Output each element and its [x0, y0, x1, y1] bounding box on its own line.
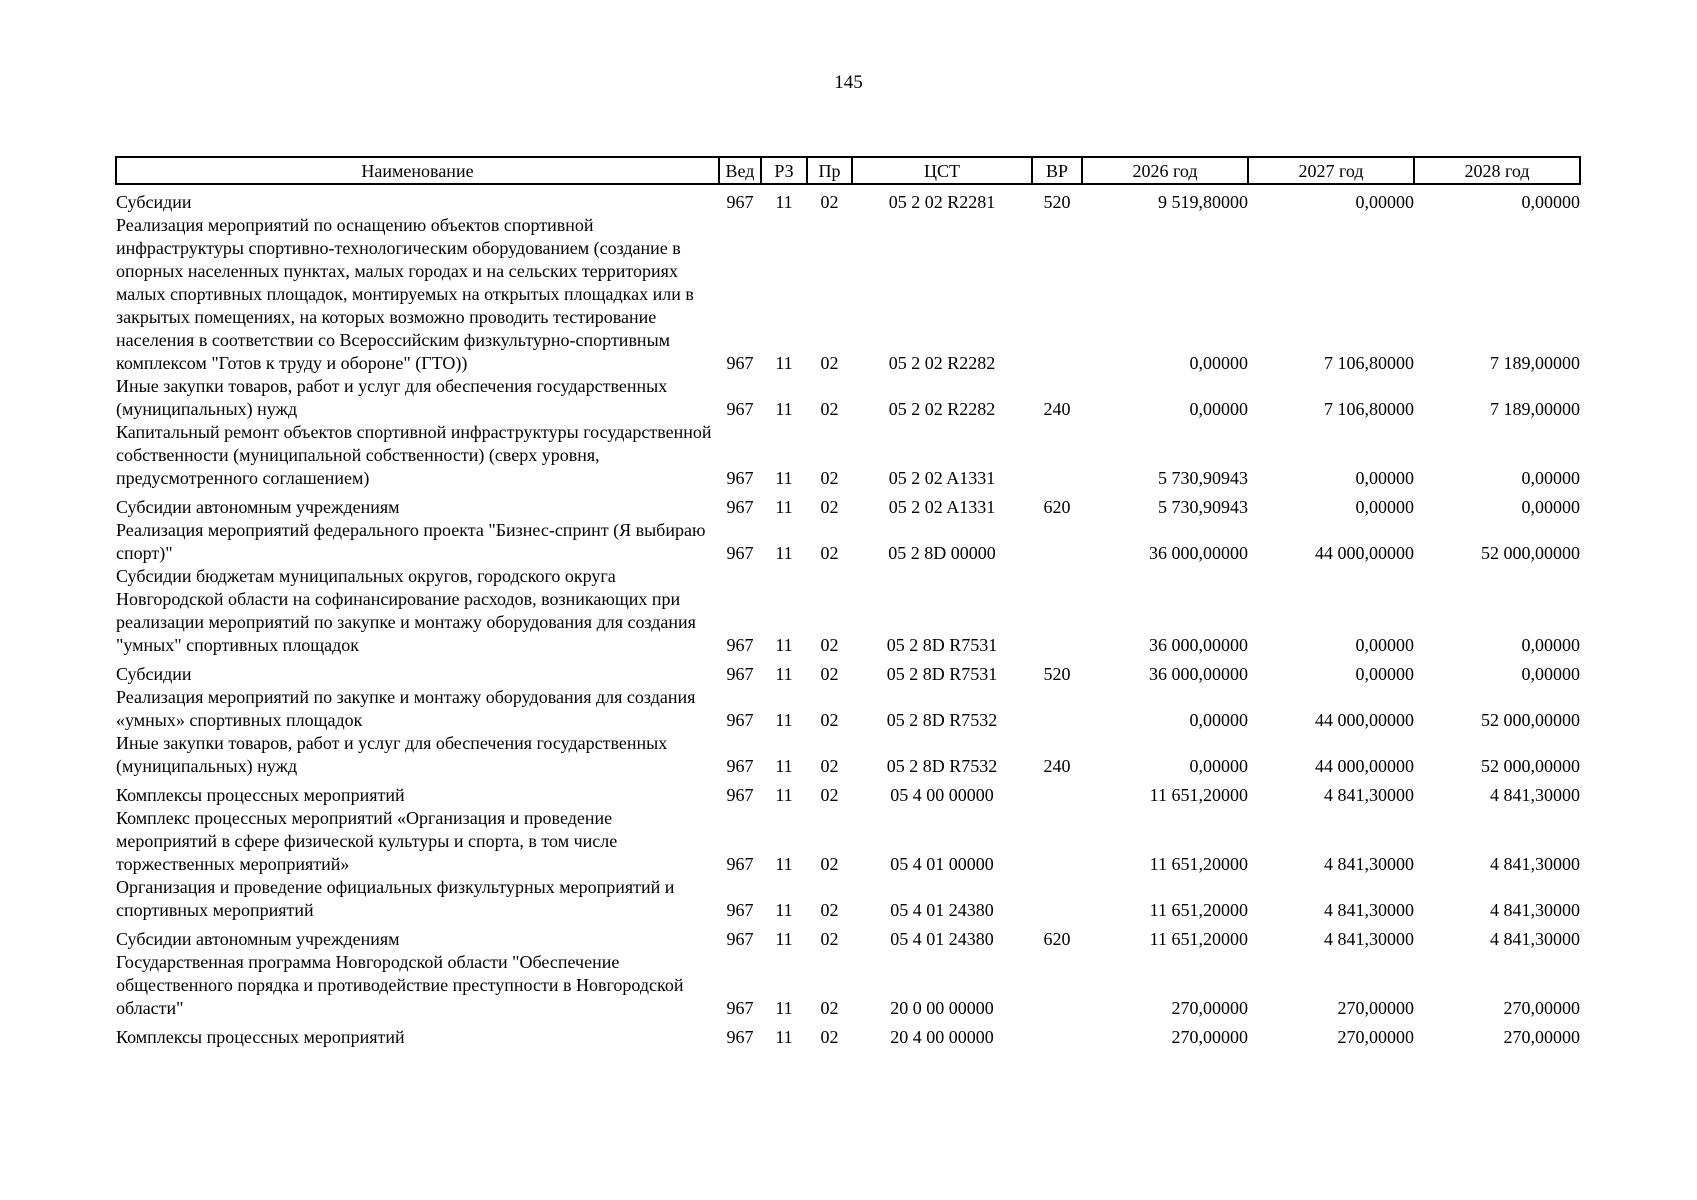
cell-vr: [1032, 951, 1082, 1020]
table-row: [116, 1020, 1580, 1049]
cell-pr: 02: [820, 635, 839, 655]
cell-ved: 967: [726, 497, 754, 517]
cell-2027: 44 000,00000: [1315, 710, 1414, 730]
cell-ved: 967: [726, 468, 754, 488]
cell-vr: [1032, 807, 1082, 876]
table-row: [116, 490, 1580, 519]
table-row: [116, 421, 1580, 490]
header-2026: 2026 год: [1082, 157, 1248, 184]
cell-name: Реализация мероприятий по закупке и монтажу оборудования для создания «умных» спортивных площадок: [116, 687, 696, 730]
cell-pr: 02: [820, 929, 839, 949]
cell-name: Субсидии автономным учреждениям: [116, 497, 400, 517]
cell-2027: 270,00000: [1337, 1027, 1414, 1047]
cell-2026: 9 519,80000: [1158, 192, 1248, 212]
cell-rz: 11: [775, 900, 793, 920]
cell-2027: 0,00000: [1355, 497, 1414, 517]
cell-ved: 967: [726, 543, 754, 563]
cell-vr: [1032, 519, 1082, 565]
page-number: 145: [834, 72, 863, 93]
table-row: [116, 922, 1580, 951]
cell-rz: 11: [775, 710, 793, 730]
cell-cst: 05 2 02 A1331: [888, 468, 996, 488]
cell-pr: 02: [820, 998, 839, 1018]
cell-ved: 967: [726, 399, 754, 419]
cell-ved: 967: [726, 635, 754, 655]
cell-vr: [1032, 565, 1082, 657]
cell-ved: 967: [726, 664, 754, 684]
cell-cst: 05 4 00 00000: [890, 785, 994, 805]
cell-ved: 967: [726, 192, 754, 212]
cell-pr: 02: [820, 854, 839, 874]
cell-ved: 967: [726, 998, 754, 1018]
cell-cst: 05 2 8D R7532: [886, 710, 998, 730]
cell-2028: 4 841,30000: [1490, 854, 1580, 874]
cell-cst: 05 4 01 24380: [890, 900, 994, 920]
header-pr: Пр: [807, 157, 852, 184]
table-row: [116, 657, 1580, 686]
cell-cst: 20 0 00 00000: [890, 998, 994, 1018]
cell-ved: 967: [726, 929, 754, 949]
cell-name: Иные закупки товаров, работ и услуг для обеспечения государственных (муниципальных) нужд: [116, 733, 668, 776]
cell-cst: 05 2 8D R7531: [886, 635, 998, 655]
cell-2026: 11 651,20000: [1149, 900, 1248, 920]
cell-2028: 7 189,00000: [1490, 399, 1580, 419]
cell-2026: 36 000,00000: [1149, 635, 1248, 655]
cell-2026: 0,00000: [1189, 756, 1248, 776]
table-row: [116, 732, 1580, 778]
cell-rz: 11: [775, 192, 793, 212]
cell-rz: 11: [775, 998, 793, 1018]
table-row: [116, 375, 1580, 421]
cell-pr: 02: [820, 543, 839, 563]
cell-pr: 02: [820, 192, 839, 212]
cell-pr: 02: [820, 756, 839, 776]
cell-2027: 4 841,30000: [1324, 900, 1414, 920]
table-row: [116, 565, 1580, 657]
cell-rz: 11: [775, 929, 793, 949]
cell-name: Реализация мероприятий по оснащению объектов спортивной инфраструктуры спортивно-технологическим оборудованием (создание в опорных населенных пунктах, малых городах и на сельских территориях малых спортивных площадок, монтируемых на открытых площадках или в закрытых помещениях, на которых возможно проводить тестирование населения в соответствии со Всероссийским физкультурно-спортивным комплексом "Готов к труду и обороне" (ГТО)): [116, 215, 694, 373]
table-header: [116, 157, 1580, 184]
cell-rz: 11: [775, 635, 793, 655]
cell-2027: 4 841,30000: [1324, 929, 1414, 949]
cell-name: Субсидии автономным учреждениям: [116, 929, 400, 949]
header-cst: ЦСТ: [852, 157, 1032, 184]
cell-2027: 4 841,30000: [1324, 785, 1414, 805]
cell-vr: [1032, 1020, 1082, 1049]
cell-2028: 0,00000: [1521, 635, 1580, 655]
cell-2028: 52 000,00000: [1481, 756, 1580, 776]
cell-ved: 967: [726, 353, 754, 373]
cell-cst: 05 4 01 24380: [890, 929, 994, 949]
cell-pr: 02: [820, 710, 839, 730]
cell-2026: 11 651,20000: [1149, 929, 1248, 949]
cell-rz: 11: [775, 543, 793, 563]
cell-cst: 05 2 02 R2282: [888, 353, 996, 373]
cell-rz: 11: [775, 664, 793, 684]
cell-2027: 0,00000: [1355, 664, 1414, 684]
cell-2026: 5 730,90943: [1158, 468, 1248, 488]
cell-pr: 02: [820, 353, 839, 373]
cell-name: Организация и проведение официальных физкультурных мероприятий и спортивных мероприятий: [116, 877, 675, 920]
cell-2028: 0,00000: [1521, 497, 1580, 517]
cell-name: Субсидии бюджетам муниципальных округов, городского округа Новгородской области на софинансирование расходов, возникающих при реализации мероприятий по закупке и монтажу оборудования для создания "умных" спортивных площадок: [116, 566, 696, 655]
cell-2027: 4 841,30000: [1324, 854, 1414, 874]
cell-cst: 05 2 02 R2281: [888, 192, 996, 212]
cell-2028: 0,00000: [1521, 468, 1580, 488]
cell-ved: 967: [726, 710, 754, 730]
cell-ved: 967: [726, 785, 754, 805]
cell-name: Иные закупки товаров, работ и услуг для обеспечения государственных (муниципальных) нужд: [116, 376, 668, 419]
cell-2027: 44 000,00000: [1315, 756, 1414, 776]
cell-rz: 11: [775, 468, 793, 488]
cell-name: Капитальный ремонт объектов спортивной инфраструктуры государственной собственности (муниципальной собственности) (сверх уровня, предусмотренного соглашением): [116, 422, 712, 488]
cell-2028: 4 841,30000: [1490, 785, 1580, 805]
cell-2026: 270,00000: [1171, 1027, 1248, 1047]
cell-2026: 36 000,00000: [1149, 543, 1248, 563]
cell-2026: 270,00000: [1171, 998, 1248, 1018]
header-2028: 2028 год: [1414, 157, 1580, 184]
table-row: [116, 778, 1580, 807]
cell-2028: 270,00000: [1503, 1027, 1580, 1047]
cell-ved: 967: [726, 756, 754, 776]
cell-name: Субсидии: [116, 664, 192, 684]
cell-rz: 11: [775, 353, 793, 373]
cell-2027: 0,00000: [1355, 468, 1414, 488]
budget-table: [115, 156, 1581, 1049]
cell-2027: 0,00000: [1355, 635, 1414, 655]
table-row: [116, 807, 1580, 876]
table-body: [116, 184, 1580, 1049]
cell-cst: 20 4 00 00000: [890, 1027, 994, 1047]
budget-table-container: [115, 156, 1581, 1049]
cell-vr: 520: [1043, 664, 1071, 684]
cell-name: Государственная программа Новгородской области "Обеспечение общественного порядка и противодействие преступности в Новгородской области": [116, 952, 684, 1018]
cell-rz: 11: [775, 497, 793, 517]
table-row: [116, 686, 1580, 732]
cell-2028: 4 841,30000: [1490, 929, 1580, 949]
cell-2027: 7 106,80000: [1324, 399, 1414, 419]
cell-2026: 11 651,20000: [1149, 854, 1248, 874]
cell-vr: [1032, 686, 1082, 732]
header-ved: Вед: [719, 157, 761, 184]
cell-rz: 11: [775, 1027, 793, 1047]
cell-cst: 05 2 8D R7532: [886, 756, 998, 776]
table-row: [116, 951, 1580, 1020]
cell-2028: 52 000,00000: [1481, 710, 1580, 730]
cell-2028: 52 000,00000: [1481, 543, 1580, 563]
cell-2028: 4 841,30000: [1490, 900, 1580, 920]
cell-pr: 02: [820, 900, 839, 920]
cell-2026: 0,00000: [1189, 399, 1248, 419]
cell-name: Комплексы процессных мероприятий: [116, 1027, 405, 1047]
header-row: [116, 157, 1580, 184]
cell-cst: 05 4 01 00000: [890, 854, 994, 874]
cell-2027: 44 000,00000: [1315, 543, 1414, 563]
cell-vr: 620: [1043, 929, 1071, 949]
cell-vr: 240: [1043, 399, 1071, 419]
cell-ved: 967: [726, 1027, 754, 1047]
cell-2027: 270,00000: [1337, 998, 1414, 1018]
cell-vr: [1032, 778, 1082, 807]
cell-pr: 02: [820, 785, 839, 805]
cell-2028: 270,00000: [1503, 998, 1580, 1018]
cell-2026: 0,00000: [1189, 353, 1248, 373]
table-row: [116, 214, 1580, 375]
cell-rz: 11: [775, 785, 793, 805]
cell-vr: 620: [1043, 497, 1071, 517]
cell-ved: 967: [726, 854, 754, 874]
cell-name: Реализация мероприятий федерального проекта "Бизнес-спринт (Я выбираю спорт)": [116, 520, 706, 563]
cell-pr: 02: [820, 1027, 839, 1047]
cell-cst: 05 2 8D R7531: [886, 664, 998, 684]
cell-pr: 02: [820, 399, 839, 419]
cell-2026: 5 730,90943: [1158, 497, 1248, 517]
cell-vr: 520: [1043, 192, 1071, 212]
cell-2028: 0,00000: [1521, 664, 1580, 684]
header-vr: ВР: [1032, 157, 1082, 184]
cell-name: Комплекс процессных мероприятий «Организация и проведение мероприятий в сфере физической культуры и спорта, в том числе торжественных мероприятий»: [116, 808, 618, 874]
cell-2027: 7 106,80000: [1324, 353, 1414, 373]
cell-2026: 11 651,20000: [1149, 785, 1248, 805]
cell-pr: 02: [820, 664, 839, 684]
cell-pr: 02: [820, 497, 839, 517]
cell-cst: 05 2 02 R2282: [888, 399, 996, 419]
cell-2026: 36 000,00000: [1149, 664, 1248, 684]
cell-pr: 02: [820, 468, 839, 488]
cell-rz: 11: [775, 854, 793, 874]
cell-rz: 11: [775, 756, 793, 776]
cell-2026: 0,00000: [1189, 710, 1248, 730]
cell-vr: [1032, 214, 1082, 375]
cell-2028: 0,00000: [1521, 192, 1580, 212]
header-rz: РЗ: [761, 157, 807, 184]
cell-vr: [1032, 421, 1082, 490]
cell-name: Комплексы процессных мероприятий: [116, 785, 405, 805]
cell-ved: 967: [726, 900, 754, 920]
table-row: [116, 519, 1580, 565]
table-row: [116, 184, 1580, 214]
cell-2028: 7 189,00000: [1490, 353, 1580, 373]
cell-rz: 11: [775, 399, 793, 419]
table-row: [116, 876, 1580, 922]
header-name: Наименование: [116, 157, 719, 184]
cell-name: Субсидии: [116, 192, 192, 212]
cell-vr: 240: [1043, 756, 1071, 776]
cell-cst: 05 2 8D 00000: [888, 543, 996, 563]
header-2027: 2027 год: [1248, 157, 1414, 184]
cell-2027: 0,00000: [1355, 192, 1414, 212]
cell-vr: [1032, 876, 1082, 922]
cell-cst: 05 2 02 A1331: [888, 497, 996, 517]
